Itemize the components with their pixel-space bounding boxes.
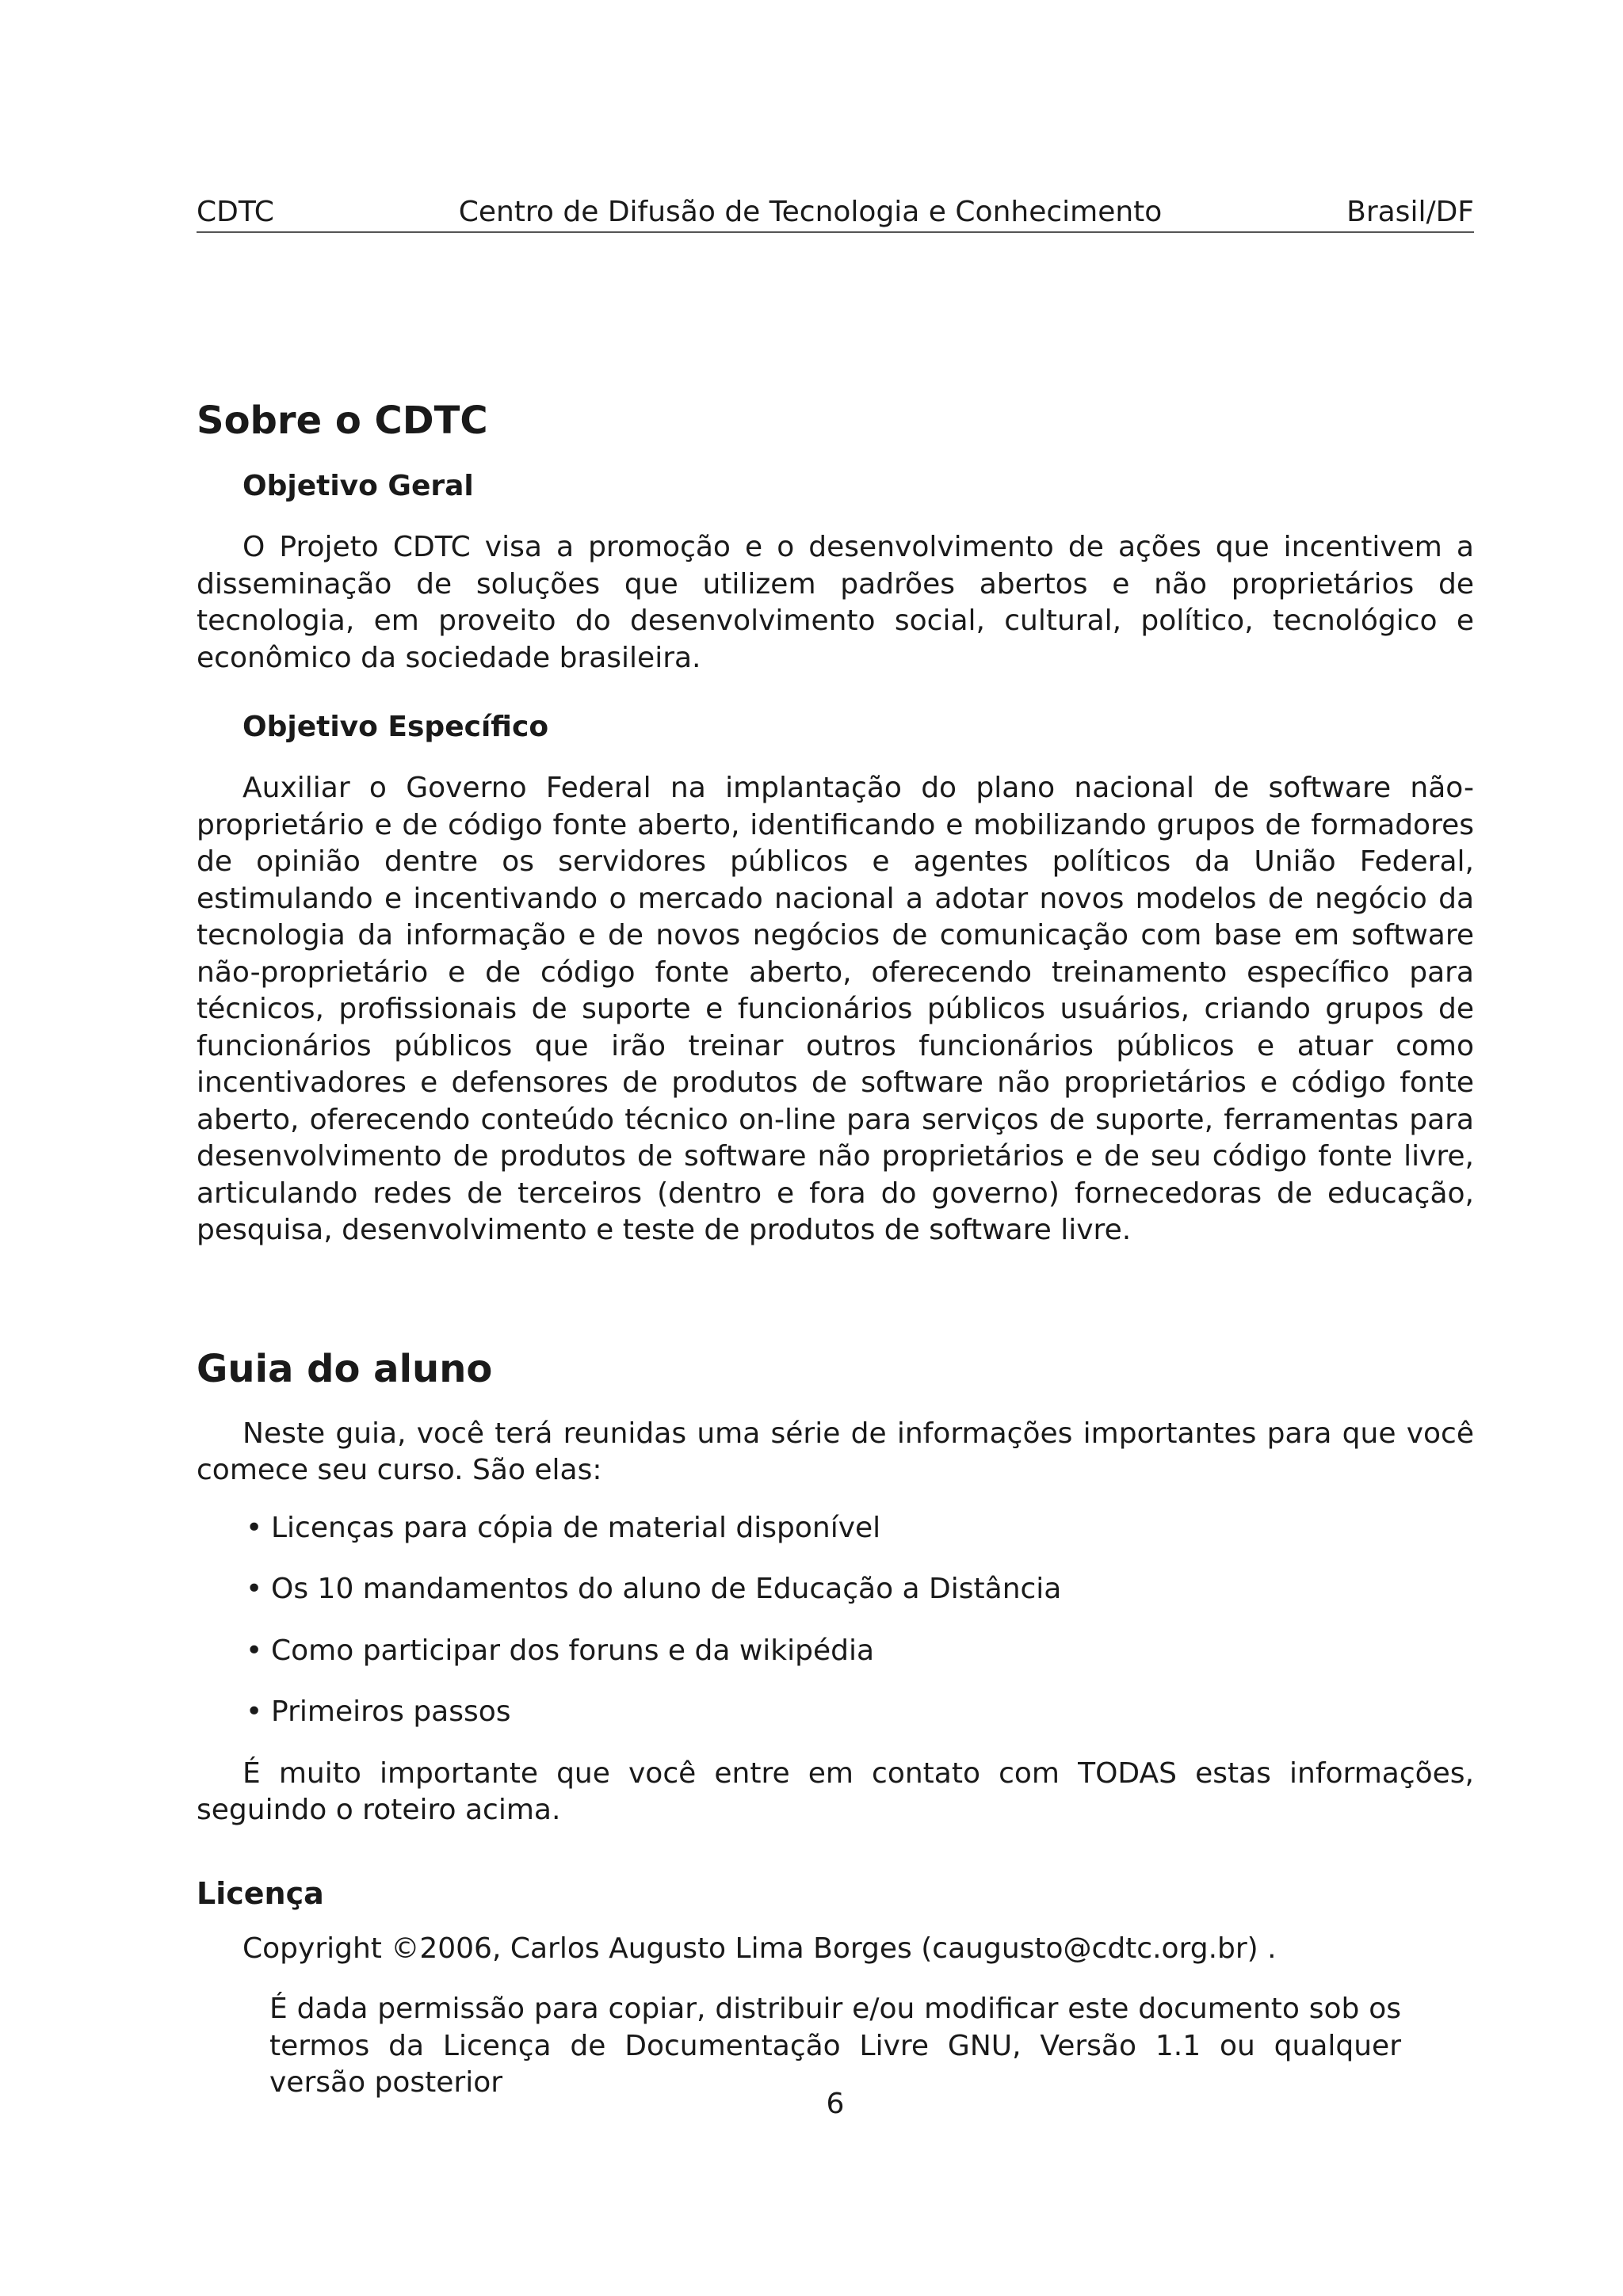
paragraph-objetivo-geral: O Projeto CDTC visa a promoção e o desenvolvimento de ações que incentivem a disseminação de soluções que utilizem padrões abertos e não proprietários de tecnologia, em proveito do desenvolvimento social, cultural, político, tecnológico e econômico da sociedade brasileira. — [197, 531, 1474, 674]
list-item: • Como participar dos foruns e da wikipédia — [242, 1633, 1474, 1670]
paragraph-guia-closing: É muito importante que você entre em contato com TODAS estas informações, seguindo o roteiro acima. — [197, 1756, 1474, 1826]
page-content — [197, 396, 1474, 2102]
section-sobre — [197, 396, 1474, 1249]
header-left: CDTC — [197, 196, 274, 228]
paragraph-permission: É dada permissão para copiar, distribuir e/ou modificar este documento sob os termos da Licença de Documentação Livre GNU, Versão 1.1 ou qualquer versão posterior — [269, 1993, 1401, 2099]
subsection-title-objetivo-especifico: Objetivo Específico — [242, 711, 549, 743]
list-item: • Licenças para cópia de material disponível — [242, 1510, 1474, 1547]
section-title-sobre: Sobre o CDTC — [197, 399, 488, 443]
page-number: 6 — [826, 2088, 845, 2120]
document-page — [197, 0, 1474, 2296]
section-licenca — [197, 1874, 1474, 2102]
list-item: • Primeiros passos — [242, 1694, 1474, 1731]
section-guia — [197, 1344, 1474, 1829]
paragraph-copyright: Copyright ©2006, Carlos Augusto Lima Borges (caugusto@cdtc.org.br) . — [242, 1932, 1277, 1965]
running-header — [197, 193, 1474, 233]
paragraph-guia-intro: Neste guia, você terá reunidas uma série de informações importantes para que você comece seu curso. São elas: — [197, 1417, 1474, 1486]
subsection-title-objetivo-geral: Objetivo Geral — [242, 470, 474, 502]
paragraph-objetivo-especifico: Auxiliar o Governo Federal na implantação do plano nacional de software não-proprietário e de código fonte aberto, identificando e mobilizando grupos de formadores de opinião dentre os servidores públicos e agentes políticos da União Federal, estimulando e incentivando o mercado nacional a adotar novos modelos de negócio da tecnologia da informação e de novos negócios de comunicação com base em software não-proprietário e de código fonte aberto, oferecendo treinamento específico para técnicos, profissionais de suporte e funcionários públicos usuários, criando grupos de funcionários públicos que irão treinar outros funcionários públicos e atuar como incentivadores e defensores de produtos de software não proprietários e código fonte aberto, oferecendo conteúdo técnico on-line para serviços de suporte, ferramentas para desenvolvimento de produtos de software não proprietários e de seu código fonte livre, articulando redes de terceiros (dentro e fora do governo) fornecedoras de educação, pesquisa, desenvolvimento e teste de produtos de software livre. — [197, 772, 1474, 1246]
header-right: Brasil/DF — [1346, 196, 1474, 228]
header-center: Centro de Difusão de Tecnologia e Conhecimento — [458, 196, 1163, 228]
guia-bullet-list — [242, 1510, 1474, 1731]
section-title-licenca: Licença — [197, 1875, 324, 1911]
section-title-guia: Guia do aluno — [197, 1346, 493, 1391]
list-item: • Os 10 mandamentos do aluno de Educação a Distância — [242, 1571, 1474, 1608]
